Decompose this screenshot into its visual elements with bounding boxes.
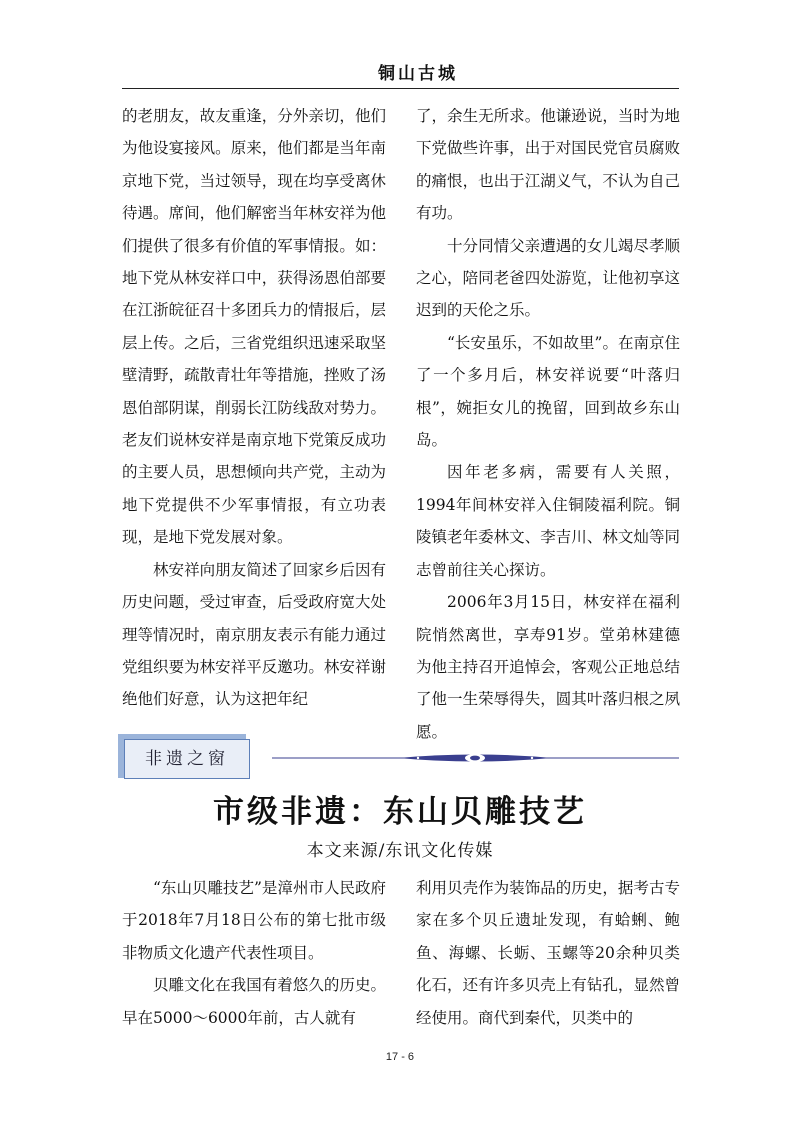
paragraph: “东山贝雕技艺”是漳州市人民政府于2018年7月18日公布的第七批市级非物质文化遗产代表性项目。 xyxy=(122,879,386,962)
paragraph: 的老朋友，故友重逢，分外亲切，他们为他设宴接风。原来，他们都是当年南京地下党，当过领导，现在均享受离休待遇。席间，他们解密当年林安祥为他们提供了很多有价值的军事情报。如：地下党从林安祥口中，获得汤恩伯部要在江浙皖征召十多团兵力的情报后，层层上传。之后，三省党组织迅速采取坚壁清野，疏散青壮年等措施，挫败了汤恩伯部阴谋，削弱长江防线敌对势力。老友们说林安祥是南京地下党策反成功的主要人员，思想倾向共产党，主动为地下党提供不少军事情报，有立功表现，是地下党发展对象。 xyxy=(122,107,386,547)
header-rule xyxy=(122,88,679,89)
section-ribbon xyxy=(118,734,254,784)
article-title: 市级非遗：东山贝雕技艺 xyxy=(213,794,587,830)
paragraph: 2006年3月15日，林安祥在福利院悄然离世，享寿91岁。堂弟林建德为他主持召开追悼会，客观公正地总结了他一生荣辱得失，圆其叶落归根之夙愿。 xyxy=(416,593,680,741)
article-right-column xyxy=(416,872,680,1034)
paragraph: 贝雕文化在我国有着悠久的历史。早在5000～6000年前，古人就有 xyxy=(122,976,386,1027)
paragraph: “长安虽乐，不如故里”。在南京住了一个多月后，林安祥说要“叶落归根”，婉拒女儿的挽留，回到故乡东山岛。 xyxy=(416,333,680,450)
running-header-title: 铜山古城 xyxy=(378,64,458,84)
section-divider-ornament xyxy=(268,750,683,766)
top-right-column xyxy=(416,100,680,748)
paragraph: 了，余生无所求。他谦逊说，当时为地下党做些许事，出于对国民党官员腐败的痛恨，也出于江湖义气，不认为自己有功。 xyxy=(416,107,680,223)
article-left-column xyxy=(122,872,386,1034)
paragraph: 因年老多病，需要有人关照，1994年间林安祥入住铜陵福利院。铜陵镇老年委林文、李吉川、林文灿等同志曾前往关心探访。 xyxy=(416,463,680,579)
paragraph: 利用贝壳作为装饰品的历史，据考古专家在多个贝丘遗址发现，有蛤蜊、鲍鱼、海螺、长蛎、玉螺等20余种贝类化石，还有许多贝壳上有钻孔，显然曾经使用。商代到秦代，贝类中的 xyxy=(416,879,680,1027)
top-left-column xyxy=(122,100,386,716)
article-source: 本文来源/东讯文化传媒 xyxy=(306,841,494,861)
page-number: 17 - 6 xyxy=(385,1051,415,1063)
section-label: 非遗之窗 xyxy=(124,739,250,779)
paragraph: 林安祥向朋友简述了回家乡后因有历史问题，受过审查，后受政府宽大处理等情况时，南京朋友表示有能力通过党组织要为林安祥平反邀功。林安祥谢绝他们好意，认为这把年纪 xyxy=(122,560,386,709)
paragraph: 十分同情父亲遭遇的女儿竭尽孝顺之心，陪同老爸四处游览，让他初享这迟到的天伦之乐。 xyxy=(416,236,680,320)
